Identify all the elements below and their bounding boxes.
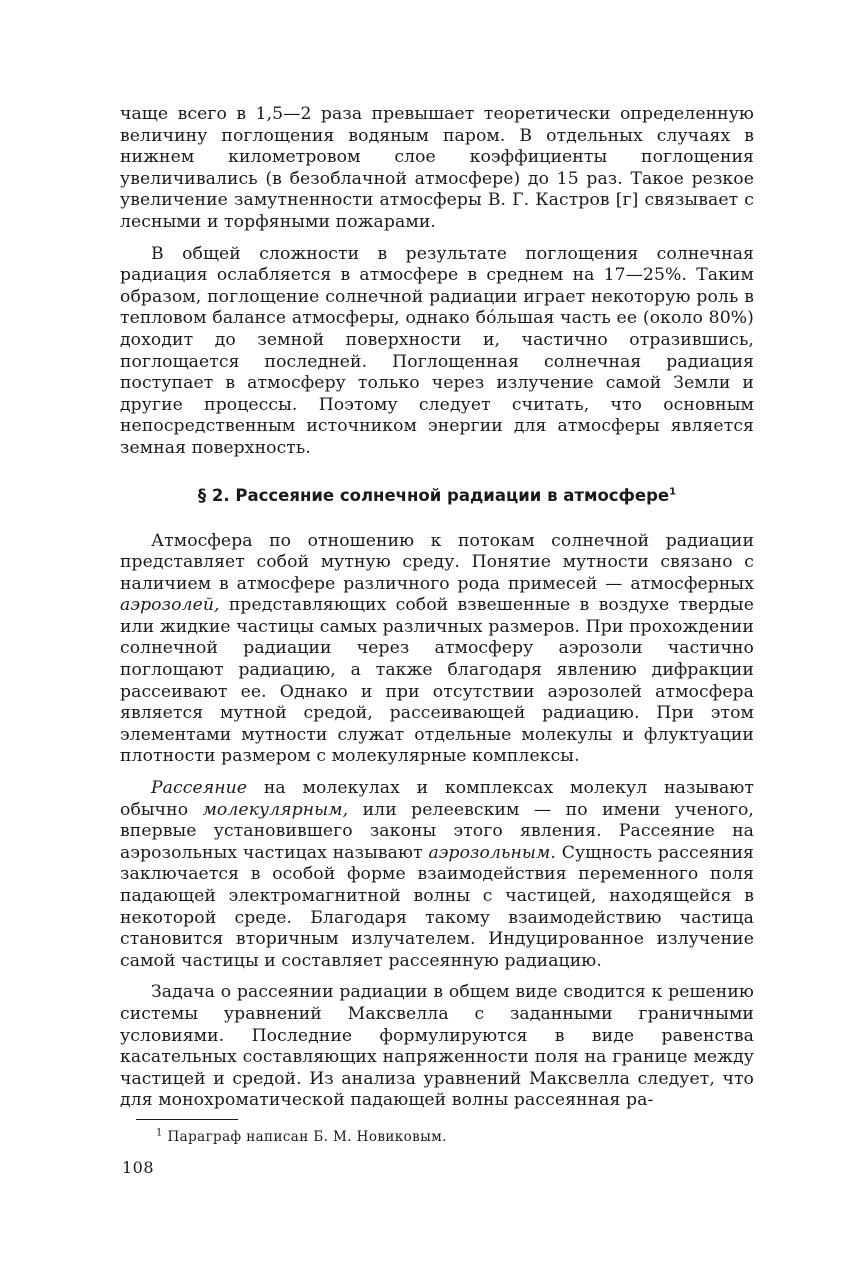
term-aerosol-scattering: аэрозольным. — [428, 842, 556, 863]
term-scattering: Рассеяние — [151, 778, 248, 799]
footnote-text: Параграф написан Б. М. Новиковым. — [167, 1128, 447, 1145]
term-aerosols: аэрозолей, — [120, 595, 220, 616]
book-page — [120, 104, 754, 1177]
paragraph-4-text-c: Сущность рассеяния заключается в особой форме взаимодействия переменного поля падающей электромагнитной волны с частицей, находящейся в некоторой среде. Благодаря такому взаимодействию частица становится вторичным излучателем. Индуцированное излучение самой частицы и составляет рассеянную радиацию. — [120, 842, 754, 971]
paragraph-3-text-a: Атмосфера по отношению к потокам солнечной радиации представляет собой мутную среду. Понятие мутности связано с наличием в атмосфере различного рода примесей — атмосферных — [120, 530, 754, 594]
page-number: 108 — [122, 1157, 155, 1177]
paragraph-4 — [120, 778, 754, 972]
term-molecular: молекулярным, — [202, 799, 349, 820]
footnote-mark: 1 — [156, 1127, 163, 1139]
paragraph-3 — [120, 531, 754, 769]
footnote-divider — [136, 1119, 238, 1120]
paragraph-2: В общей сложности в результате поглощения солнечная радиация ослабляется в атмосфере в среднем на 17—25%. Таким образом, поглощение солнечной радиации играет некоторую роль в тепловом балансе атмосферы, однако бóльшая часть ее (около 80%) доходит до земной поверхности и, частично отразившись, поглощается последней. Поглощенная солнечная радиация поступает в атмосферу только через излучение самой Земли и другие процессы. Поэтому следует считать, что основным непосредственным источником энергии для атмосферы является земная поверхность. — [120, 243, 754, 458]
section-heading — [120, 485, 754, 507]
footnote — [156, 1129, 754, 1146]
section-heading-text: § 2. Рассеяние солнечной радиации в атмосфере — [197, 485, 670, 505]
paragraph-4-text-a: на молекулах и комплексах молекул называют обычно — [120, 778, 754, 820]
paragraph-1: чаще всего в 1,5—2 раза превышает теоретически определенную величину поглощения водяным паром. В отдельных случаях в нижнем километровом слое коэффициенты поглощения увеличивались (в безоблачной атмосфере) до 15 раз. Такое резкое увеличение замутненности атмосферы В. Г. Кастров [г] связывает с лесными и торфяными пожарами. — [120, 104, 754, 232]
paragraph-3-text-b: представляющих собой взвешенные в воздухе твердые или жидкие частицы самых различных размеров. При прохождении солнечной радиации через атмосферу аэрозоли частично поглощают радиацию, а также благодаря явлению дифракции рассеивают ее. Однако и при отсутствии аэрозолей атмосфера является мутной средой, рассеивающей радиацию. При этом элементами мутности служат отдельные молекулы и флуктуации плотности размером с молекулярные комплексы. — [120, 595, 754, 767]
footnote-ref: 1 — [669, 486, 677, 497]
paragraph-5: Задача о рассеянии радиации в общем виде сводится к решению системы уравнений Максвелла с заданными граничными условиями. Последние формулируются в виде равенства касательных составляющих напряженности поля на границе между частицей и средой. Из анализа уравнений Максвелла следует, что для монохроматической падающей волны рассеянная ра- — [120, 982, 754, 1111]
paragraph-4-text-b: или релеевским — по имени ученого, впервые установившего законы этого явления. Рассеяние на аэрозольных частицах называют — [120, 799, 754, 863]
